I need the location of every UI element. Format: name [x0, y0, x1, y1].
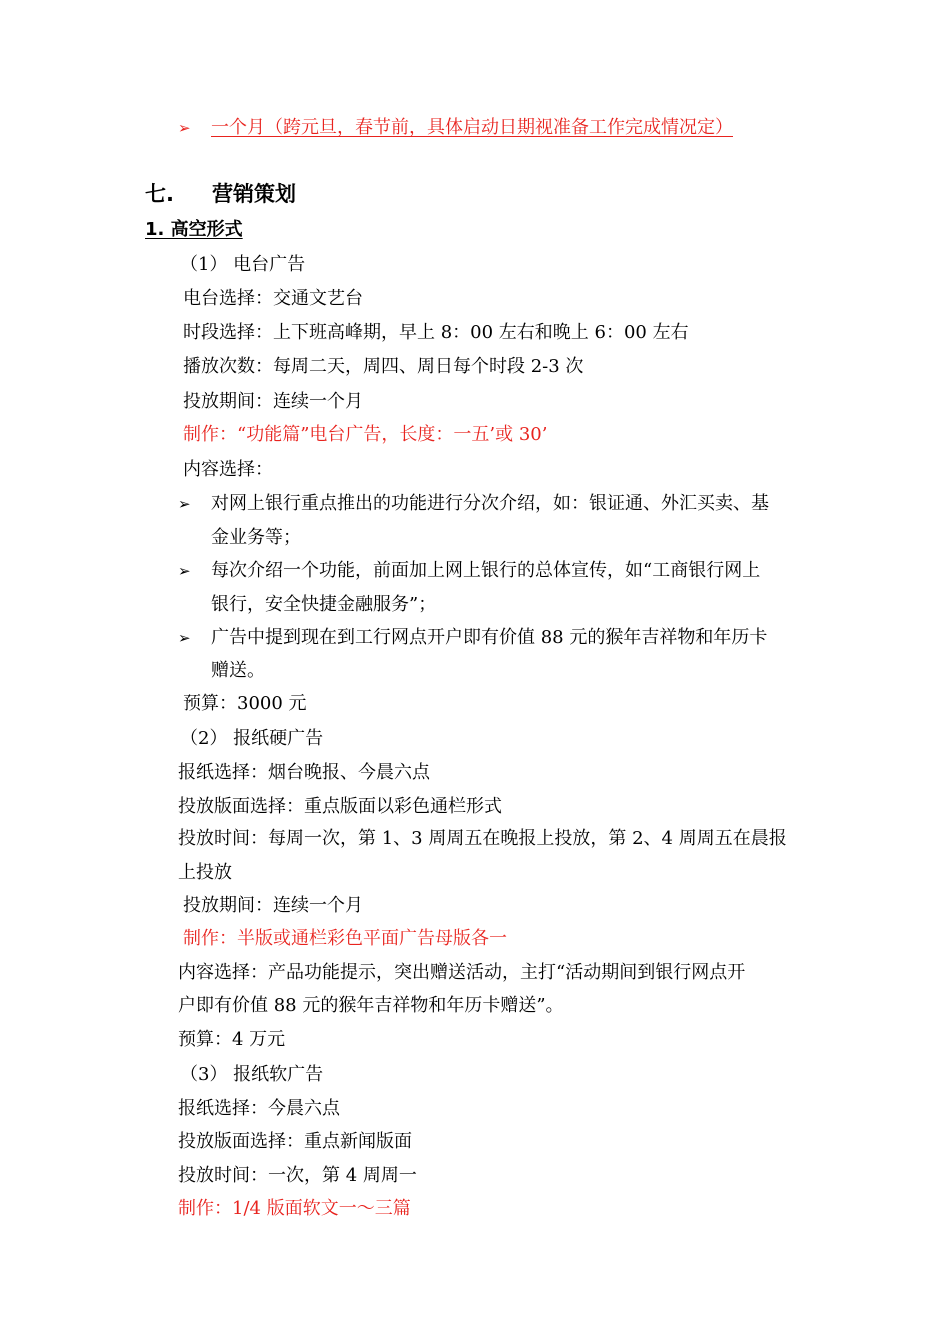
paper-hard-title: （2） 报纸硬广告 [180, 728, 324, 749]
radio-station: 电台选择：交通文艺台 [183, 288, 363, 309]
arrow-bullet-icon: ➢ [178, 629, 191, 647]
radio-content-label: 内容选择： [183, 459, 273, 480]
radio-content-item: 广告中提到现在到工行网点开户即有价值 88 元的猴年吉祥物和年历卡 [211, 627, 768, 648]
paper-hard-layout: 投放版面选择：重点版面以彩色通栏形式 [178, 796, 502, 817]
radio-content-item-cont: 银行，安全快捷金融服务”； [211, 594, 437, 615]
paper-soft-layout: 投放版面选择：重点新闻版面 [178, 1131, 412, 1152]
radio-content-item: 对网上银行重点推出的功能进行分次介绍，如：银证通、外汇买卖、基 [211, 493, 769, 514]
paper-soft-title: （3） 报纸软广告 [180, 1064, 324, 1085]
paper-soft-choice: 报纸选择：今晨六点 [178, 1098, 340, 1119]
paper-hard-budget: 预算：4 万元 [178, 1029, 286, 1050]
section-number: 七. [145, 182, 174, 206]
paper-hard-production: 制作：半版或通栏彩色平面广告母版各一 [183, 928, 507, 949]
paper-hard-period: 投放期间：连续一个月 [183, 895, 363, 916]
radio-period: 投放期间：连续一个月 [183, 391, 363, 412]
radio-frequency: 播放次数：每周二天，周四、周日每个时段 2-3 次 [183, 356, 584, 377]
radio-budget: 预算：3000 元 [183, 693, 307, 714]
radio-content-item-cont: 金业务等； [211, 527, 301, 548]
radio-content-item-cont: 赠送。 [211, 660, 265, 681]
radio-ad-title: （1） 电台广告 [180, 254, 306, 275]
section-title: 营销策划 [212, 182, 296, 206]
radio-content-item: 每次介绍一个功能，前面加上网上银行的总体宣传，如“工商银行网上 [211, 560, 761, 581]
paper-hard-choice: 报纸选择：烟台晚报、今晨六点 [178, 762, 430, 783]
paper-hard-time-cont: 上投放 [178, 862, 232, 883]
paper-hard-content: 内容选择：产品功能提示，突出赠送活动，主打“活动期间到银行网点开 [178, 962, 746, 983]
paper-soft-production: 制作：1/4 版面软文一～三篇 [178, 1198, 411, 1219]
subsection-title: 1. 高空形式 [145, 219, 243, 240]
paper-soft-time: 投放时间：一次，第 4 周周一 [178, 1165, 417, 1186]
schedule-note: 一个月（跨元旦，春节前，具体启动日期视准备工作完成情况定） [211, 117, 733, 138]
radio-production: 制作：“功能篇”电台广告，长度：一五’或 30’ [183, 424, 548, 445]
paper-hard-content-cont: 户即有价值 88 元的猴年吉祥物和年历卡赠送”。 [178, 995, 564, 1016]
paper-hard-time: 投放时间：每周一次，第 1、3 周周五在晚报上投放，第 2、4 周周五在晨报 [178, 828, 787, 849]
radio-slot: 时段选择：上下班高峰期，早上 8：00 左右和晚上 6：00 左右 [183, 322, 689, 343]
arrow-bullet-icon: ➢ [178, 562, 191, 580]
arrow-bullet-icon: ➢ [178, 495, 191, 513]
arrow-bullet-icon: ➢ [178, 119, 191, 137]
